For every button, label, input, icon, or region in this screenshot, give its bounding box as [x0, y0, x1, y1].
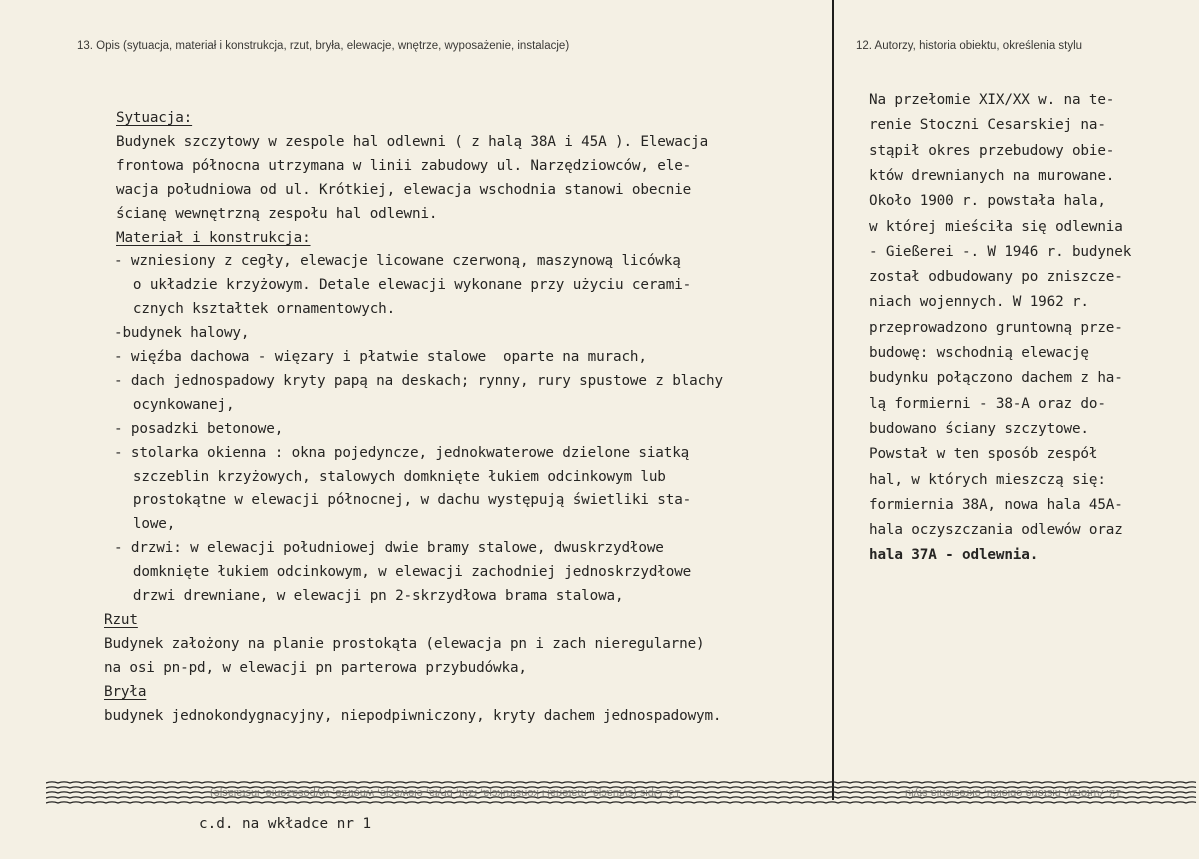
description-line: Budynek szczytowy w zespole hal odlewni ( z halą 38A i 45A ). Elewacja — [116, 133, 709, 150]
history-line: formiernia 38A, nowa hala 45A- — [869, 496, 1123, 513]
section-13-label: 13. Opis (sytuacja, materiał i konstrukcja, rzut, bryła, elewacje, wnętrze, wyposażenie, instalacje) — [77, 40, 570, 52]
history-line: - Gießerei -. W 1946 r. budynek — [869, 243, 1132, 260]
continuation-note: c.d. na wkładce nr 1 — [199, 816, 372, 832]
description-line: o układzie krzyżowym. Detale elewacji wykonane przy użyciu cerami- — [116, 277, 692, 294]
bleed-through-right-label: 12. Autorzy, historia obiektu, określenia stylu — [905, 787, 1122, 799]
history-line: hala 37A - odlewnia. — [869, 547, 1039, 564]
section-heading: Sytuacja: — [116, 110, 193, 126]
history-line: Około 1900 r. powstała hala, — [869, 193, 1106, 210]
description-line: frontowa północna utrzymana w linii zabudowy ul. Narzędziowców, ele- — [116, 157, 692, 174]
description-line: lowe, — [116, 516, 176, 533]
section-heading: Bryła — [104, 683, 147, 700]
history-line: Na przełomie XIX/XX w. na te- — [869, 92, 1115, 108]
description-line: - wzniesiony z cegły, elewacje licowane czerwoną, maszynową licówką — [114, 253, 681, 270]
history-line: budowę: wschodnią elewację — [869, 345, 1089, 361]
description-line: - dach jednospadowy kryty papą na deskach; rynny, rury spustowe z blachy — [114, 372, 723, 389]
history-line: stąpił okres przebudowy obie- — [869, 142, 1115, 159]
description-line: - posadzki betonowe, — [114, 420, 284, 437]
description-line: ocynkowanej, — [116, 396, 235, 413]
history-line: hal, w których mieszczą się: — [869, 471, 1106, 488]
description-line: -budynek halowy, — [114, 325, 250, 342]
description-line: Budynek założony na planie prostokąta (elewacja pn i zach nieregularne) — [104, 635, 705, 652]
description-line: ścianę wewnętrzną zespołu hal odlewni. — [116, 205, 438, 222]
description-line: - więźba dachowa - więzary i płatwie stalowe oparte na murach, — [114, 349, 647, 365]
description-line: budynek jednokondygnacyjny, niepodpiwniczony, kryty dachem jednospadowym. — [104, 707, 722, 724]
description-line: na osi pn-pd, w elewacji pn parterowa przybudówka, — [104, 659, 527, 676]
column-divider — [832, 0, 834, 800]
history-line: lą formierni - 38-A oraz do- — [869, 395, 1106, 412]
description-line: cznych kształtek ornamentowych. — [116, 301, 396, 318]
description-line: szczeblin krzyżowych, stalowych domknięte łukiem odcinkowym lub — [116, 468, 666, 485]
description-line: - stolarka okienna : okna pojedyncze, jednokwaterowe dzielone siatką — [114, 444, 690, 461]
description-line: - drzwi: w elewacji południowej dwie bramy stalowe, dwuskrzydłowe — [114, 540, 664, 557]
history-line: budowano ściany szczytowe. — [869, 420, 1089, 437]
section-heading: Materiał i konstrukcja: — [116, 229, 311, 246]
section-12-label: 12. Autorzy, historia obiektu, określenia stylu — [856, 40, 1083, 52]
description-line: prostokątne w elewacji północnej, w dachu występują świetliki sta- — [116, 492, 692, 509]
section-heading: Rzut — [104, 611, 138, 628]
history-line: został odbudowany po zniszcze- — [869, 269, 1123, 286]
history-line: przeprowadzono gruntowną prze- — [869, 319, 1123, 336]
description-line: wacja południowa od ul. Krótkiej, elewacja wschodnia stanowi obecnie — [116, 181, 692, 198]
history-line: w której mieściła się odlewnia — [869, 218, 1123, 235]
description-line: domknięte łukiem odcinkowym, w elewacji zachodniej jednoskrzydłowe — [116, 564, 692, 581]
history-line: renie Stoczni Cesarskiej na- — [869, 117, 1106, 134]
history-line: Powstał w ten sposób zespół — [869, 446, 1098, 463]
history-line: któw drewnianych na murowane. — [869, 167, 1115, 184]
history-line: niach wojennych. W 1962 r. — [869, 294, 1089, 311]
history-line: hala oczyszczania odlewów oraz — [869, 522, 1123, 539]
history-line: budynku połączono dachem z ha- — [869, 370, 1123, 387]
bleed-through-left-label: 13. Opis (sytuacja, materiał i konstrukcja, rzut, bryła, elewacje, wnętrze, wyposażenie, instalacje) — [210, 787, 681, 799]
description-line: drzwi drewniane, w elewacji pn 2-skrzydłowa brama stalowa, — [116, 588, 624, 604]
